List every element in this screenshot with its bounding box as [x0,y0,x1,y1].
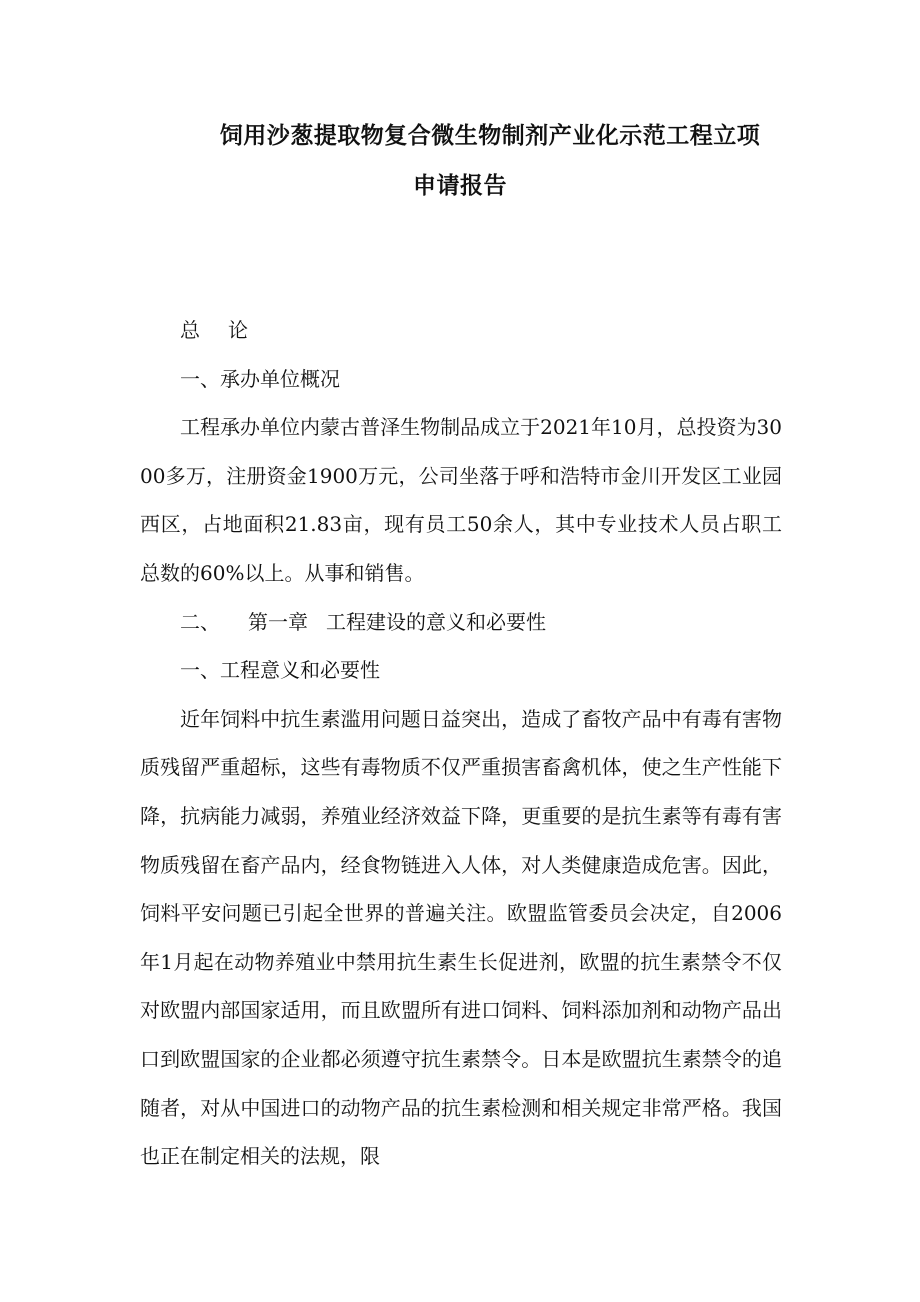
chapter-heading [140,598,782,647]
unit-heading: 一、承办单位概况 [180,366,340,391]
document-title-line-2: 申请报告 [413,172,507,199]
unit-paragraph: 工程承办单位内蒙古普泽生物制品成立于2021年10月，总投资为3000多万，注册资金1900万元，公司坐落于呼和浩特市金川开发区工业园西区，占地面积21.83亩，现有员工50余人，其中专业技术人员占职工总数的60%以上。从事和销售。 [140,415,782,585]
chapter-heading-title: 工程建设的意义和必要性 [326,609,546,634]
chapter-heading-chapter: 第一章 [248,609,308,634]
significance-heading: 一、工程意义和必要性 [180,658,380,683]
general-heading [140,306,782,355]
chapter-heading-num: 二、 [180,609,220,634]
general-heading-part1: 总 [180,318,200,342]
general-heading-part2: 论 [228,318,248,342]
document-body [140,306,782,1181]
significance-paragraph: 近年饲料中抗生素滥用问题日益突出，造成了畜牧产品中有毒有害物质残留严重超标，这些有毒物质不仅严重损害畜禽机体，使之生产性能下降，抗病能力减弱，养殖业经济效益下降，更重要的是抗生素等有毒有害物质残留在畜产品内，经食物链进入人体，对人类健康造成危害。因此，饲料平安问题已引起全世界的普遍关注。欧盟监管委员会决定，自2006年1月起在动物养殖业中禁用抗生素生长促进剂，欧盟的抗生素禁令不仅对欧盟内部国家适用，而且欧盟所有进口饲料、饲料添加剂和动物产品出口到欧盟国家的企业都必须遵守抗生素禁令。日本是欧盟抗生素禁令的追随者，对从中国进口的动物产品的抗生素检测和相关规定非常严格。我国也正在制定相关的法规，限 [140,706,782,1169]
document-title-line-1: 饲用沙葱提取物复合微生物制剂产业化示范工程立项 [219,122,761,149]
